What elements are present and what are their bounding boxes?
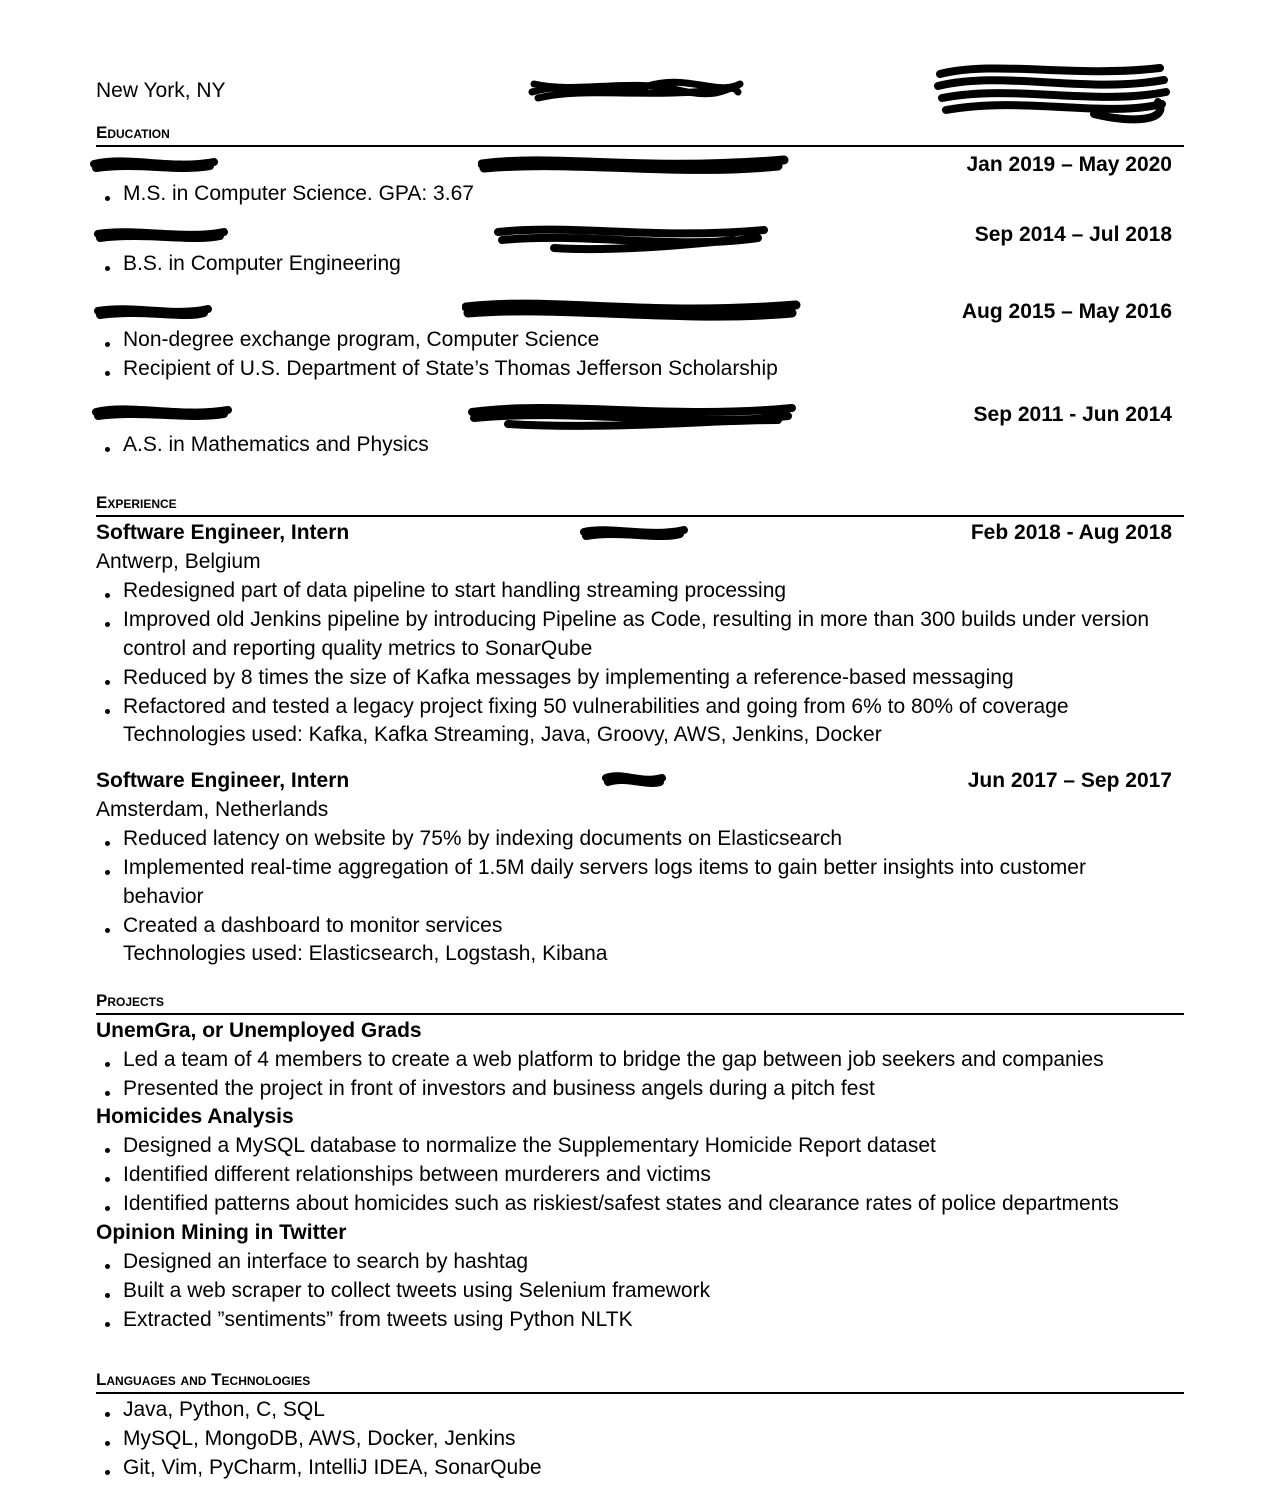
experience-2-bullets	[96, 824, 1184, 940]
education-4-bullets	[96, 430, 1184, 459]
list-item: B.S. in Computer Engineering	[96, 249, 1184, 278]
list-item: M.S. in Computer Science. GPA: 3.67	[96, 179, 1184, 208]
list-item: Extracted ”sentiments” from tweets using Python NLTK	[96, 1305, 1184, 1334]
list-item: Identified different relationships between murderers and victims	[96, 1160, 1184, 1189]
job-date: Feb 2018 - Aug 2018	[970, 521, 1172, 544]
list-item: Created a dashboard to monitor services	[96, 911, 1184, 940]
list-item: Reduced latency on website by 75% by indexing documents on Elasticsearch	[96, 824, 1184, 853]
redacted-name-scribble	[528, 72, 744, 104]
list-item: A.S. in Mathematics and Physics	[96, 430, 1184, 459]
education-date: Sep 2014 – Jul 2018	[974, 223, 1172, 246]
project-title: Homicides Analysis	[96, 1105, 294, 1128]
list-item: Reduced by 8 times the size of Kafka messages by implementing a reference-based messaging	[96, 663, 1184, 692]
education-2-bullets	[96, 249, 1184, 278]
list-item: Implemented real-time aggregation of 1.5M daily servers logs items to gain better insights into customer behavior	[96, 853, 1184, 911]
list-item: Led a team of 4 members to create a web platform to bridge the gap between job seekers and companies	[96, 1045, 1184, 1074]
list-item: Built a web scraper to collect tweets using Selenium framework	[96, 1276, 1184, 1305]
job-title: Software Engineer, Intern	[96, 769, 350, 792]
job-technologies: Technologies used: Kafka, Kafka Streaming, Java, Groovy, AWS, Jenkins, Docker	[123, 723, 882, 746]
job-date: Jun 2017 – Sep 2017	[967, 769, 1172, 792]
education-entry-1	[96, 150, 1184, 179]
list-item: Designed a MySQL database to normalize the Supplementary Homicide Report dataset	[96, 1131, 1184, 1160]
education-3-bullets	[96, 325, 1184, 383]
list-item: Redesigned part of data pipeline to start handling streaming processing	[96, 576, 1184, 605]
project-1-bullets	[96, 1045, 1184, 1103]
resume-header	[96, 76, 1184, 116]
redacted-company-scribble	[580, 522, 690, 544]
list-item: Identified patterns about homicides such as riskiest/safest states and clearance rates of police departments	[96, 1189, 1184, 1218]
education-1-bullets	[96, 179, 1184, 208]
redacted-school-scribble	[94, 224, 230, 244]
list-item: Java, Python, C, SQL	[96, 1395, 1184, 1424]
redacted-school-scribble	[90, 154, 220, 174]
education-entry-4	[96, 400, 1184, 429]
redacted-school-scribble	[92, 402, 234, 424]
section-title-experience: Experience	[96, 492, 1184, 517]
experience-entry-1	[96, 518, 1184, 547]
languages-bullets	[96, 1395, 1184, 1482]
experience-entry-2	[96, 766, 1184, 795]
section-title-education: Education	[96, 122, 1184, 147]
list-item: Git, Vim, PyCharm, IntelliJ IDEA, SonarQube	[96, 1453, 1184, 1482]
list-item: MySQL, MongoDB, AWS, Docker, Jenkins	[96, 1424, 1184, 1453]
redacted-company-scribble	[602, 770, 666, 790]
section-title-projects: Projects	[96, 990, 1184, 1015]
education-entry-2	[96, 220, 1184, 249]
education-date: Aug 2015 – May 2016	[961, 300, 1172, 323]
job-technologies: Technologies used: Elasticsearch, Logstash, Kibana	[123, 942, 608, 965]
project-2-bullets	[96, 1131, 1184, 1218]
project-3-bullets	[96, 1247, 1184, 1334]
job-title: Software Engineer, Intern	[96, 521, 350, 544]
job-location: Antwerp, Belgium	[96, 550, 261, 573]
redacted-university-scribble	[478, 152, 790, 176]
list-item: Improved old Jenkins pipeline by introducing Pipeline as Code, resulting in more than 300 builds under version control and reporting quality metrics to SonarQube	[96, 605, 1184, 663]
list-item: Presented the project in front of investors and business angels during a pitch fest	[96, 1074, 1184, 1103]
list-item: Non-degree exchange program, Computer Science	[96, 325, 1184, 354]
section-title-languages: Languages and Technologies	[96, 1369, 1184, 1394]
education-date: Jan 2019 – May 2020	[966, 153, 1172, 176]
list-item: Refactored and tested a legacy project fixing 50 vulnerabilities and going from 6% to 80% of coverage	[96, 692, 1184, 721]
list-item: Recipient of U.S. Department of State’s Thomas Jefferson Scholarship	[96, 354, 1184, 383]
experience-1-bullets	[96, 576, 1184, 721]
job-location: Amsterdam, Netherlands	[96, 798, 329, 821]
redacted-university-scribble	[462, 297, 802, 323]
project-title: UnemGra, or Unemployed Grads	[96, 1019, 422, 1042]
redacted-school-scribble	[94, 301, 214, 321]
education-entry-3	[96, 297, 1184, 326]
redacted-university-scribble	[468, 400, 798, 430]
header-location: New York, NY	[96, 79, 226, 102]
education-date: Sep 2011 - Jun 2014	[973, 403, 1172, 426]
project-title: Opinion Mining in Twitter	[96, 1221, 347, 1244]
list-item: Designed an interface to search by hashtag	[96, 1247, 1184, 1276]
